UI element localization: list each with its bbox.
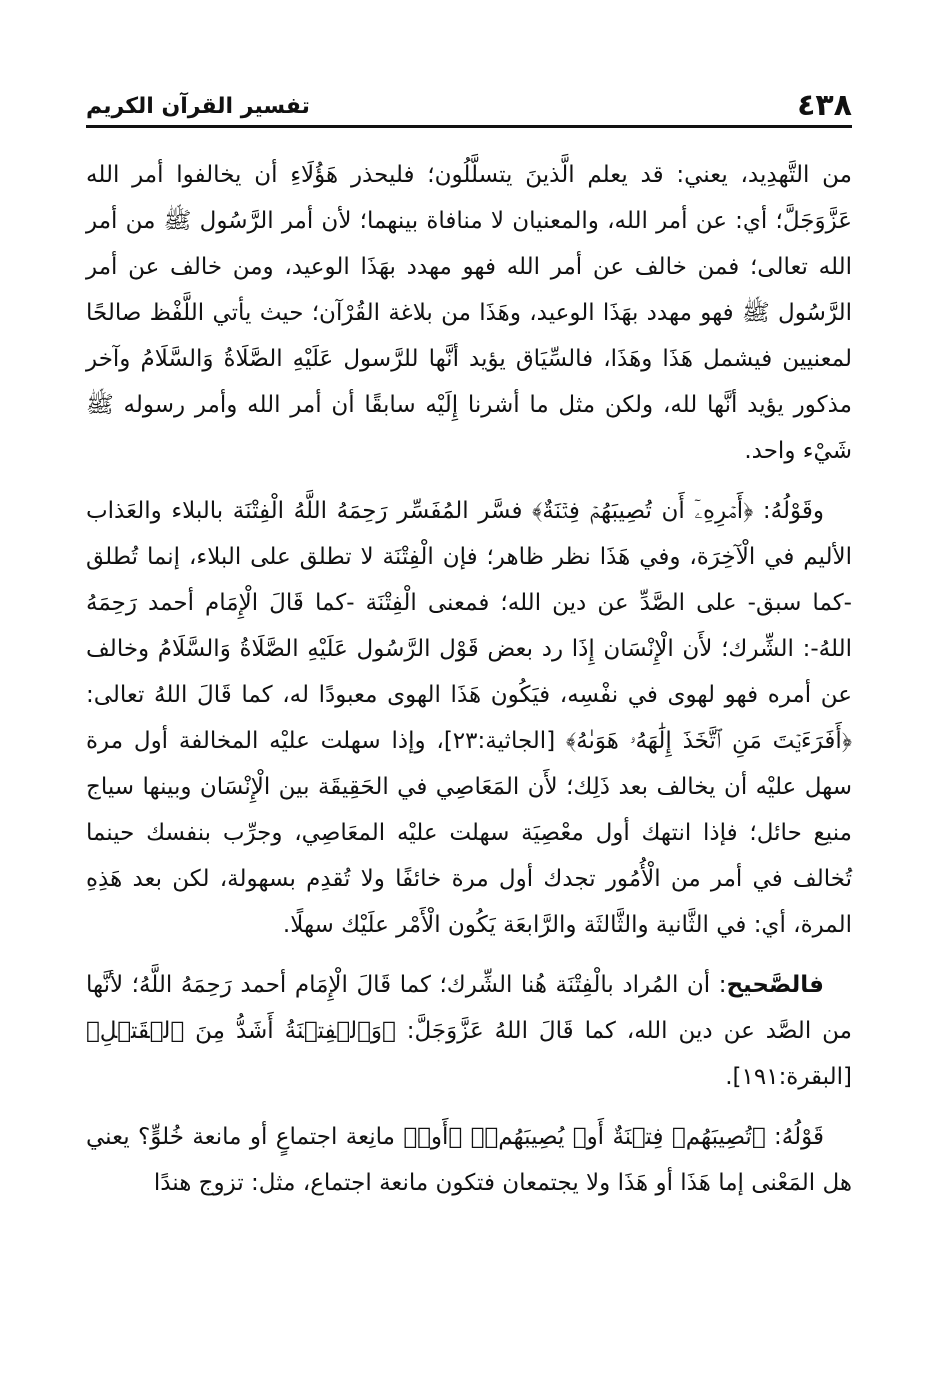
body-text	[86, 152, 852, 1220]
paragraph-text: قَوْلُهُ: ﴿تُصِيبَهُمۡ فِتۡنَةٌ أَوۡ يُصِيبَهُمۡ﴾ ﴿أَوۡ﴾ مانِعة اجتماعٍ أو مانعة خُلوٍّ؟ يعني هل المَعْنى إما هَذَا أو هَذَا ولا يجتمعان فتكون مانعة اجتماع، مثل: تزوج هندًا	[86, 1124, 852, 1196]
paragraph-lead: فالصَّحيح	[726, 972, 824, 998]
paragraph-text: : أن المُراد بالْفِتْنَة هُنا الشِّرك؛ كما قَالَ الْإِمَام أحمد رَحِمَهُ اللَّهُ؛ لأنَّها من الصَّد عن دين الله، كما قَالَ اللهُ عَزَّوَجَلَّ: ﴿وَٱلۡفِتۡنَةُ أَشَدُّ مِنَ ٱلۡقَتۡلِ﴾ [البقرة:١٩١].	[86, 972, 852, 1090]
paragraph	[86, 488, 852, 948]
page-number: ٤٣٨	[797, 88, 852, 123]
paragraph-text: من التَّهدِيد، يعني: قد يعلم الَّذينَ يتسلَّلُون؛ فليحذر هَؤُلَاءِ أن يخالفوا أمر الله عَزَّوَجَلَّ؛ أي: عن أمر الله، والمعنيان لا منافاة بينهما؛ لأن أمر الرَّسُول ﷺ من أمر الله تعالى؛ فمن خالف عن أمر الله فهو مهدد بهَذَا الوعيد، ومن خالف عن أمر الرَّسُول ﷺ فهو مهدد بهَذَا الوعيد، وهَذَا من بلاغة القُرْآن؛ حيث يأتي اللَّفْظ صالحًا لمعنيين فيشمل هَذَا وهَذَا، فالسِّيَاق يؤيد أنَّها للرَّسول عَلَيْهِ الصَّلَاةُ وَالسَّلَامُ وآخر مذكور يؤيد أنَّها لله، ولكن مثل ما أشرنا إِلَيْه سابقًا أن أمر الله وأمر رسوله ﷺ شَيْء واحد.	[86, 162, 852, 464]
paragraph-text: وقَوْلُهُ: ﴿أَمۡرِهِۦٓ أَن تُصِيبَهُمۡ فِتۡنَةٌ﴾ فسَّر المُفَسِّر رَحِمَهُ اللَّهُ الْفِتْنَة بالبلاء والعَذاب الأليم في الْآخِرَة، وفي هَذَا نظر ظاهر؛ فإن الْفِتْنَة لا تطلق على البلاء، إنما تُطلق -كما سبق- على الصَّدِّ عن دين الله؛ فمعنى الْفِتْنَة -كما قَالَ الْإِمَام أحمد رَحِمَهُ اللهُ-: الشِّرك؛ لأَن الْإِنْسَان إِذَا رد بعض قَوْل الرَّسُول عَلَيْهِ الصَّلَاةُ وَالسَّلَامُ وخالف عن أمره فهو لهوى في نفْسِه، فيَكُون هَذَا الهوى معبودًا له، كما قَالَ اللهُ تعالى: ﴿أَفَرَءَيۡتَ مَنِ ٱتَّخَذَ إِلَٰهَهُۥ هَوَىٰهُ﴾ [الجاثية:٢٣]، وإذا سهلت عليْه المخالفة أول مرة سهل عليْه أن يخالف بعد ذَلِك؛ لأَن المَعَاصِي في الحَقِيقَة بين الْإِنْسَان وبينها سياج منيع حائل؛ فإذا انتهك أول معْصِيَة سهلت عليْه المعَاصِي، وجرِّب بنفسك حينما تُخالف في أمر من الْأُمُور تجدك أول مرة خائفًا ولا تُقدِم بسهولة، لكن بعد هَذِهِ المرة، أي: في الثَّانية والثَّالثَة والرَّابعَة يَكُون الْأَمْر علَيْك سهلًا.	[86, 498, 852, 938]
paragraph	[86, 962, 852, 1100]
running-title: تفسير القرآن الكريم	[86, 94, 310, 119]
page-header	[86, 86, 852, 128]
paragraph	[86, 1114, 852, 1206]
paragraph	[86, 152, 852, 474]
header-rule	[86, 125, 852, 128]
